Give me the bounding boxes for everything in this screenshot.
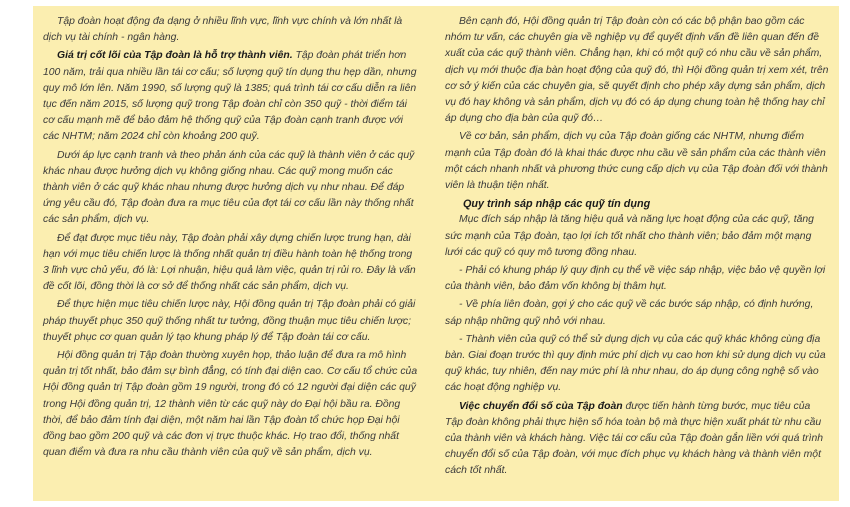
paragraph: Về cơ bản, sản phẩm, dịch vụ của Tập đoàn giống các NHTM, nhưng điểm mạnh của Tập đoàn đó là khai thác được nhu cầu về sản phẩm của các thành viên một cách nhanh nhất và phương thức cung cấp dịch vụ của Tập đoàn đối với thành viên là thuận tiện nhất. xyxy=(445,131,828,192)
paragraph: - Phải có khung pháp lý quy định cụ thể về việc sáp nhập, việc bảo vệ quyền lợi của thành viên, bảo đảm vốn không bị thâm hụt. xyxy=(445,265,826,293)
paragraph: - Về phía liên đoàn, gợi ý cho các quỹ về các bước sáp nhập, có định hướng, sáp nhập những quỹ nhỏ với nhau. xyxy=(445,299,814,327)
inline-heading: Giá trị cốt lõi của Tập đoàn là hỗ trợ thành viên. xyxy=(57,50,293,62)
right-column xyxy=(445,14,830,482)
paragraph xyxy=(445,399,830,480)
paragraph xyxy=(43,48,420,145)
paragraph: Bên cạnh đó, Hội đồng quản trị Tập đoàn còn có các bộ phận bao gồm các nhóm tư vấn, các chuyên gia về nghiệp vụ để quyết định vấn đề liên quan đến đề xuất của các quỹ thành viên. Chẳng hạn, khi có một quỹ có nhu cầu về sản phẩm, dịch vụ mới thuộc địa bàn hoạt động của quỹ đó, thì Hội đồng quản trị xem xét, trên cơ sở ý kiến của các chuyên gia, sẽ quyết định cho phép xây dựng sản phẩm, dịch vụ đó hay không và sản phẩm, dịch vụ đó có áp dụng chung toàn hệ thống hay chỉ áp dụng cho địa bàn của quỹ đó… xyxy=(445,16,829,125)
inline-heading: Việc chuyển đổi số của Tập đoàn xyxy=(459,400,623,412)
paragraph: Để thực hiện mục tiêu chiến lược này, Hội đồng quản trị Tập đoàn phải có giải pháp thuyết phục 350 quỹ thống nhất tư tưởng, đồng thuận mục tiêu chiến lược; thuyết phục cơ quan quản lý tạo khung pháp lý để Tập đoàn tái cơ cấu. xyxy=(43,299,416,343)
paragraph: Hội đồng quản trị Tập đoàn thường xuyên họp, thảo luận để đưa ra mô hình quản trị tốt nhất, bảo đảm sự bình đẳng, có tính đại diện cao. Cơ cấu tổ chức của Hội đồng quản trị Tập đoàn gồm 19 người, trong đó có 12 người đại diện các quỹ trong Hội đồng quản trị, 12 thành viên từ các quỹ này do Đại hội bầu ra. Đồng thời, để bảo đảm tính đại diện, một năm hai lần Tập đoàn tổ chức họp Đại hội đồng bao gồm 200 quỹ và các đơn vị trực thuộc khác. Họ trao đổi, thống nhất quan điểm và đưa ra nhu cầu thành viên của quỹ về sản phẩm, dịch vụ. xyxy=(43,350,418,459)
section-heading: Quy trình sáp nhập các quỹ tín dụng xyxy=(463,198,651,211)
paragraph: - Thành viên của quỹ có thể sử dụng dịch vụ của các quỹ khác không cùng địa bàn. Giai đoạn trước thì quy định mức phí dịch vụ cao hơn khi sử dụng dịch vụ của quỹ khác, tuy nhiên, đến nay mức phí là như nhau, do áp dụng công nghệ số vào các hoạt động nghiệp vụ. xyxy=(445,333,826,394)
left-column xyxy=(43,14,420,463)
paragraph: Tập đoàn hoạt động đa dạng ở nhiều lĩnh vực, lĩnh vực chính và lớn nhất là dịch vụ tài chính - ngân hàng. xyxy=(43,16,403,44)
article-box xyxy=(33,6,839,501)
paragraph-text: Tập đoàn phát triển hơn 100 năm, trải qua nhiều lần tái cơ cấu; số lượng quỹ tín dụng thu hẹp dần, nhưng quy mô lớn lên. Năm 1990, số lượng quỹ là 1385; quá trình tái cơ cấu diễn ra liên tục đến năm 2015, số lượng quỹ trong Tập đoàn chỉ còn 350 quỹ - thời điểm tái cơ cấu mạnh mẽ để bảo đảm hệ thống quỹ của Tập đoàn cạnh tranh được với các NHTM; năm 2024 chỉ còn khoảng 200 quỹ. xyxy=(43,50,417,143)
paragraph: Dưới áp lực cạnh tranh và theo phản ánh của các quỹ là thành viên ở các quỹ khác nhau được hưởng dịch vụ không giống nhau. Các quỹ mong muốn các thành viên ở các quỹ khác nhau nhưng được hưởng dịch vụ như nhau. Để đáp ứng yêu cầu đó, Tập đoàn đưa ra mục tiêu của đợt tái cơ cấu lần này thống nhất các sản phẩm, dịch vụ. xyxy=(43,149,415,226)
paragraph: Mục đích sáp nhập là tăng hiệu quả và năng lực hoạt động của các quỹ, tăng sức mạnh của Tập đoàn, tạo lợi ích tốt nhất cho thành viên; bảo đảm một mạng lưới các quỹ có quy mô tương đồng nhau. xyxy=(445,214,814,258)
paragraph: Để đạt được mục tiêu này, Tập đoàn phải xây dựng chiến lược trung hạn, dài hạn với mục tiêu chiến lược là thống nhất quản trị điều hành toàn hệ thống trong 3 lĩnh vực chủ yếu, đó là: Lợi nhuận, hiệu quả làm việc, quản trị rủi ro. Đây là vấn đề cốt lõi, đồng thời là cơ sở để thống nhất các sản phẩm, dịch vụ. xyxy=(43,232,416,293)
paragraph-text: được tiến hành từng bước, mục tiêu của Tập đoàn không phải thực hiện số hóa toàn bộ mà thực hiện xuất phát từ nhu cầu của thành viên và khách hàng. Việc tái cơ cấu của Tập đoàn gắn liền với quá trình chuyển đổi số của Tập đoàn, với mục đích phục vụ khách hàng và thành viên một cách tốt nhất. xyxy=(445,400,824,477)
